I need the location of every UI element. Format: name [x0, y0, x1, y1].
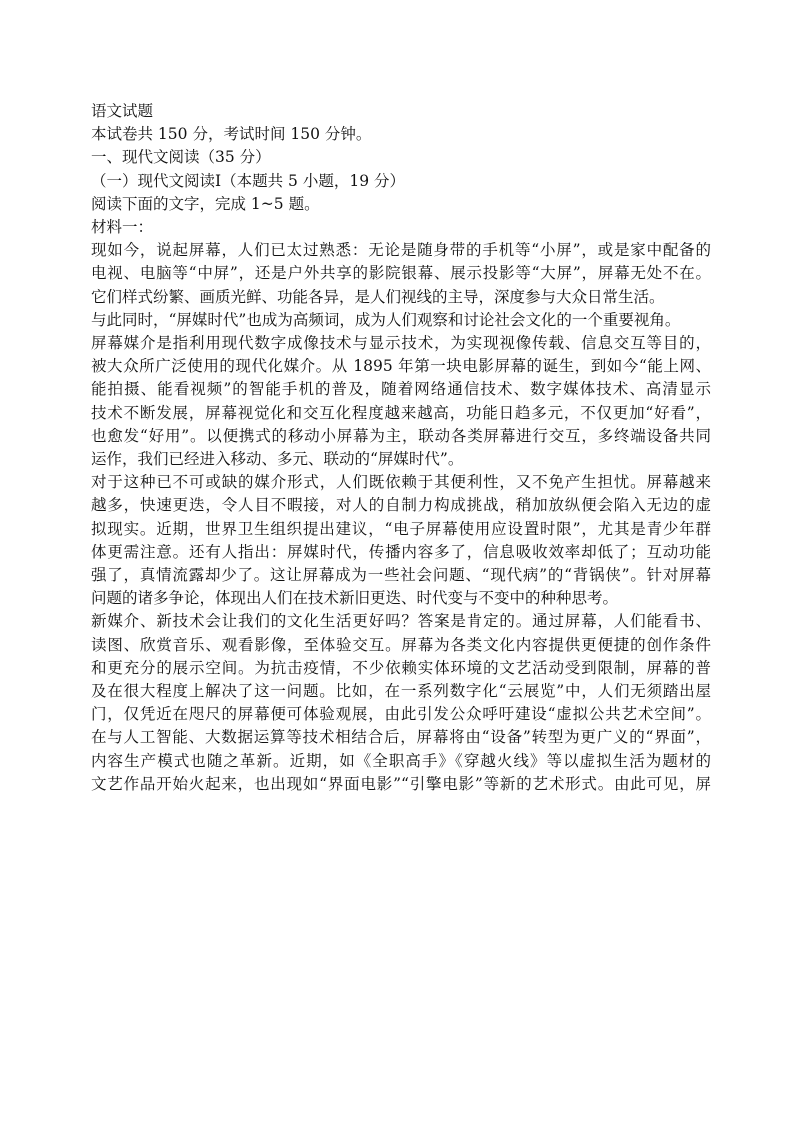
passage-line: 运作，我们已经进入移动、多元、联动的“屏媒时代”。: [91, 450, 464, 469]
passage-line: 越多，快速更迭，令人目不暇接，对人的自制力构成挑战，稍加放纵便会陷入无边的虚: [91, 496, 711, 515]
passage-line: 对于这种已不可或缺的媒介形式，人们既依赖于其便利性，又不免产生担忧。屏幕越来: [91, 473, 711, 492]
passage-line: 门，仅凭近在咫尺的屏幕便可体验观展，由此引发公众呼吁建设“虚拟公共艺术空间”。: [91, 705, 711, 724]
passage-line: 与此同时，“屏媒时代”也成为高频词，成为人们观察和讨论社会文化的一个重要视角。: [91, 310, 681, 329]
passage-line: 及在很大程度上解决了这一问题。比如，在一系列数字化“云展览”中，人们无须踏出屋: [91, 682, 711, 701]
passage-line: 也愈发“好用”。以便携式的移动小屏幕为主，联动各类屏幕进行交互，多终端设备共同: [91, 426, 711, 445]
passage-line: 在与人工智能、大数据运算等技术相结合后，屏幕将由“设备”转型为更广义的“界面”，: [91, 728, 711, 747]
passage-line: 读图、欣赏音乐、观看影像，至体验交互。屏幕为各类文化内容提供更便捷的创作条件: [91, 635, 711, 654]
subsection-heading: （一）现代文阅读Ⅰ（本题共 5 小题，19 分）: [91, 171, 405, 190]
exam-intro: 本试卷共 150 分，考试时间 150 分钟。: [91, 125, 372, 144]
passage-line: 文艺作品开始火起来，也出现如“界面电影”“引擎电影”等新的艺术形式。由此可见，屏: [91, 774, 711, 793]
passage-line: 它们样式纷繁、画质光鲜、功能各异，是人们视线的主导，深度参与大众日常生活。: [91, 287, 665, 306]
reading-instruction: 阅读下面的文字，完成 1~5 题。: [91, 194, 320, 213]
section-heading: 一、现代文阅读（35 分）: [91, 148, 271, 167]
passage-line: 被大众所广泛使用的现代化媒介。从 1895 年第一块电影屏幕的诞生，到如今“能上网、: [91, 357, 711, 376]
passage-line: 内容生产模式也随之革新。近期，如《全职高手》《穿越火线》等以虚拟生活为题材的: [91, 751, 711, 770]
passage-line: 新媒介、新技术会让我们的文化生活更好吗？答案是肯定的。通过屏幕，人们能看书、: [91, 612, 711, 631]
passage-line: 体更需注意。还有人指出：屏媒时代，传播内容多了，信息吸收效率却低了；互动功能: [91, 542, 711, 561]
passage-line: 技术不断发展，屏幕视觉化和交互化程度越来越高，功能日趋多元，不仅更加“好看”，: [91, 403, 711, 422]
exam-title: 语文试题: [91, 102, 154, 120]
exam-page: [91, 100, 711, 796]
passage-line: 电视、电脑等“中屏”，还是户外共享的影院银幕、展示投影等“大屏”，屏幕无处不在。: [91, 264, 711, 283]
passage-line: 现如今，说起屏幕，人们已太过熟悉：无论是随身带的手机等“小屏”，或是家中配备的: [91, 241, 711, 260]
passage-line: 问题的诸多争论，体现出人们在技术新旧更迭、时代变与不变中的种种思考。: [91, 589, 619, 608]
passage-line: 屏幕媒介是指利用现代数字成像技术与显示技术，为实现视像传载、信息交互等目的，: [91, 334, 711, 353]
passage-line: 和更充分的展示空间。为抗击疫情，不少依赖实体环境的文艺活动受到限制，屏幕的普: [91, 658, 711, 677]
material-label: 材料一：: [91, 218, 154, 237]
passage-line: 能拍摄、能看视频”的智能手机的普及，随着网络通信技术、数字媒体技术、高清显示: [91, 380, 711, 399]
passage-line: 拟现实。近期，世界卫生组织提出建议，“电子屏幕使用应设置时限”，尤其是青少年群: [91, 519, 711, 538]
passage-line: 强了，真情流露却少了。这让屏幕成为一些社会问题、“现代病”的“背锅侠”。针对屏幕: [91, 566, 711, 585]
